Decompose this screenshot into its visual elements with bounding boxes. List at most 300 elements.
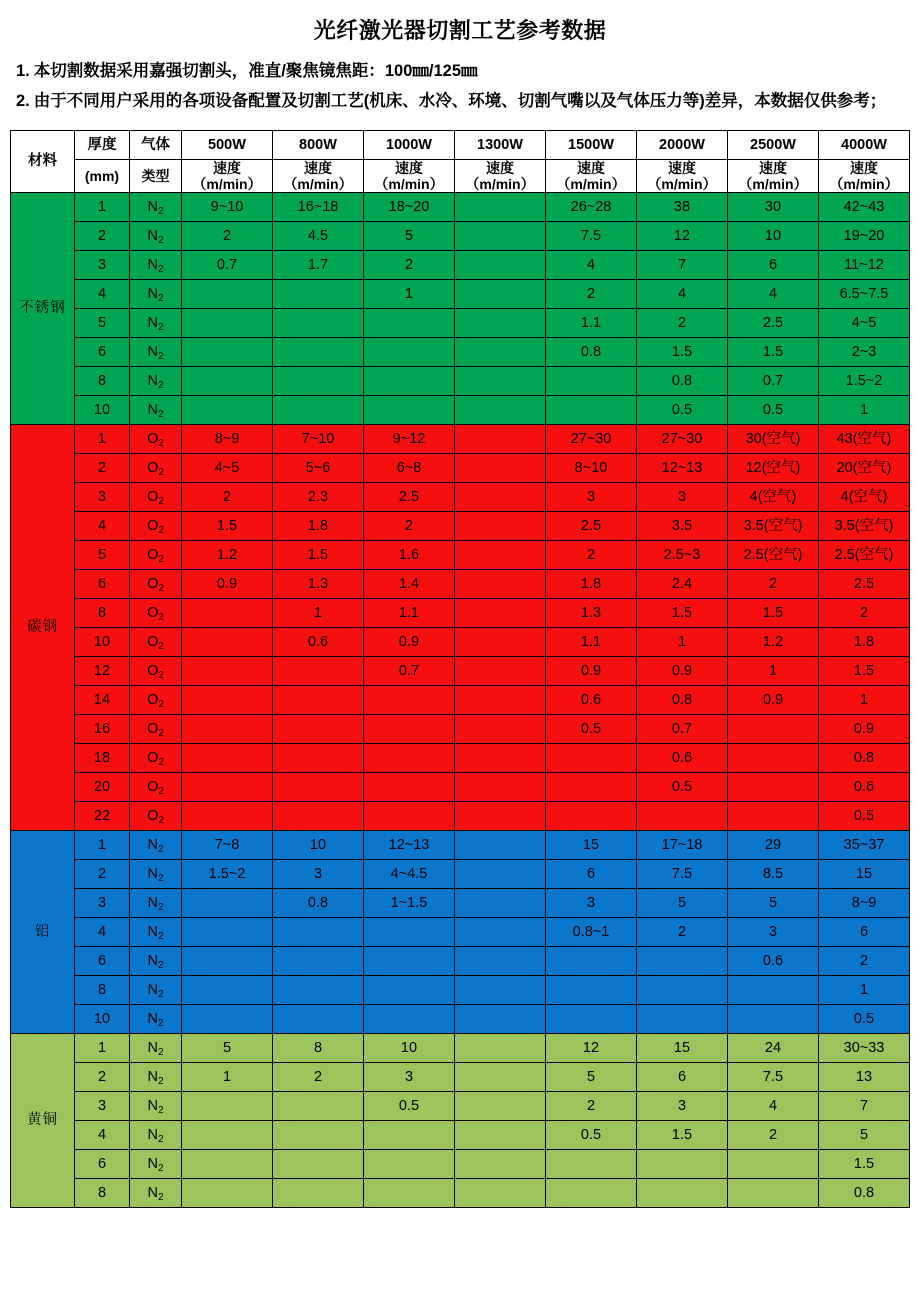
cell-gas-type: $N_2$	[130, 338, 182, 367]
cell-material: 不锈钢	[11, 193, 75, 425]
header-thickness	[75, 131, 130, 160]
cell-speed-4000w: 1.8	[819, 628, 910, 657]
cell-speed-4000w: 2.5(空气)	[819, 541, 910, 570]
cell-thickness: 6	[75, 338, 130, 367]
table-row	[11, 1092, 910, 1121]
cell-speed-800w: 0.6	[273, 628, 364, 657]
note-number: 2.	[16, 91, 30, 110]
cell-speed-800w: 16~18	[273, 193, 364, 222]
cell-speed-500w	[182, 1121, 273, 1150]
cell-speed-2000w: 4	[637, 280, 728, 309]
table-row	[11, 280, 910, 309]
header-gas-unit: 类型	[130, 160, 182, 193]
speed-unit: （m/min）	[283, 176, 353, 193]
cell-speed-1500w	[546, 773, 637, 802]
cell-speed-2000w: 0.5	[637, 773, 728, 802]
cell-speed-4000w: 30~33	[819, 1034, 910, 1063]
header-material: 材料	[11, 131, 75, 193]
header-power-4000w: 4000W	[819, 131, 910, 160]
cell-speed-4000w: 8~9	[819, 889, 910, 918]
cell-speed-2500w: 2.5	[728, 309, 819, 338]
cutting-parameters-table	[10, 130, 910, 1208]
cell-speed-1500w: 7.5	[546, 222, 637, 251]
table-row	[11, 773, 910, 802]
cell-gas-type: $N_2$	[130, 367, 182, 396]
cell-speed-1000w	[364, 744, 455, 773]
cell-speed-1500w: 1.8	[546, 570, 637, 599]
cell-gas-type: $O_2$	[130, 570, 182, 599]
cell-thickness: 4	[75, 280, 130, 309]
cell-gas-type: $N_2$	[130, 280, 182, 309]
cell-speed-2000w: 27~30	[637, 425, 728, 454]
cell-speed-1500w	[546, 744, 637, 773]
cell-speed-1300w	[455, 454, 546, 483]
cell-speed-2000w: 12	[637, 222, 728, 251]
cell-speed-1300w	[455, 715, 546, 744]
cell-speed-4000w: 3.5(空气)	[819, 512, 910, 541]
cell-speed-1300w	[455, 628, 546, 657]
cell-speed-1300w	[455, 1179, 546, 1208]
cell-speed-4000w: 0.8	[819, 1179, 910, 1208]
cell-thickness: 2	[75, 454, 130, 483]
cell-thickness: 6	[75, 947, 130, 976]
cell-speed-4000w: 6.5~7.5	[819, 280, 910, 309]
cell-speed-1300w	[455, 280, 546, 309]
cell-gas-type: $O_2$	[130, 425, 182, 454]
cell-thickness: 1	[75, 193, 130, 222]
cell-speed-500w	[182, 1092, 273, 1121]
cell-speed-2000w	[637, 976, 728, 1005]
cell-speed-2000w	[637, 1005, 728, 1034]
cell-thickness: 10	[75, 628, 130, 657]
cell-speed-1000w: 2	[364, 512, 455, 541]
cell-speed-1000w: 0.5	[364, 1092, 455, 1121]
table-row	[11, 802, 910, 831]
cell-speed-1000w	[364, 947, 455, 976]
cell-speed-1000w	[364, 338, 455, 367]
cell-speed-500w: 9~10	[182, 193, 273, 222]
cell-speed-1500w	[546, 1005, 637, 1034]
cell-speed-1300w	[455, 367, 546, 396]
cell-speed-1500w	[546, 947, 637, 976]
cell-speed-1000w: 6~8	[364, 454, 455, 483]
table-row	[11, 628, 910, 657]
cell-speed-500w: 1.2	[182, 541, 273, 570]
cell-thickness: 10	[75, 1005, 130, 1034]
table-row	[11, 1034, 910, 1063]
table-row	[11, 454, 910, 483]
cell-speed-1300w	[455, 222, 546, 251]
note-item	[16, 59, 906, 85]
table-row	[11, 251, 910, 280]
cell-thickness: 2	[75, 860, 130, 889]
cell-speed-800w: 1	[273, 599, 364, 628]
cell-speed-1300w	[455, 686, 546, 715]
table-row	[11, 744, 910, 773]
cell-speed-2500w	[728, 976, 819, 1005]
cell-speed-500w	[182, 280, 273, 309]
cell-speed-2500w: 2	[728, 570, 819, 599]
table-row	[11, 657, 910, 686]
speed-label: 速度	[759, 160, 787, 177]
cell-speed-500w	[182, 918, 273, 947]
cell-speed-2000w: 0.9	[637, 657, 728, 686]
table-header-row-powers	[11, 131, 910, 160]
cell-speed-1500w: 3	[546, 483, 637, 512]
cell-speed-1500w: 2	[546, 541, 637, 570]
cell-speed-1300w	[455, 773, 546, 802]
speed-unit: （m/min）	[829, 176, 899, 193]
cell-speed-2000w: 38	[637, 193, 728, 222]
cell-gas-type: $N_2$	[130, 309, 182, 338]
cell-thickness: 3	[75, 1092, 130, 1121]
cell-speed-2500w	[728, 1150, 819, 1179]
table-row	[11, 860, 910, 889]
cell-speed-2500w: 8.5	[728, 860, 819, 889]
cell-speed-4000w: 0.9	[819, 715, 910, 744]
cell-speed-1300w	[455, 396, 546, 425]
cell-speed-1500w: 0.8	[546, 338, 637, 367]
table-row	[11, 309, 910, 338]
cell-speed-1500w: 1.1	[546, 628, 637, 657]
cell-speed-1500w: 0.6	[546, 686, 637, 715]
cell-speed-1500w: 4	[546, 251, 637, 280]
cell-thickness: 1	[75, 1034, 130, 1063]
table-row	[11, 1150, 910, 1179]
table-row	[11, 1005, 910, 1034]
cell-speed-1000w	[364, 367, 455, 396]
table-row	[11, 425, 910, 454]
cell-speed-1500w: 1.1	[546, 309, 637, 338]
cell-speed-4000w: 43(空气)	[819, 425, 910, 454]
cell-gas-type: $N_2$	[130, 947, 182, 976]
speed-label: 速度	[850, 160, 878, 177]
cell-speed-500w	[182, 773, 273, 802]
cell-speed-1000w: 1	[364, 280, 455, 309]
cell-gas-type: $N_2$	[130, 1150, 182, 1179]
cell-speed-1300w	[455, 193, 546, 222]
cell-speed-1000w: 9~12	[364, 425, 455, 454]
cell-speed-2500w: 1.2	[728, 628, 819, 657]
cell-speed-1000w	[364, 309, 455, 338]
cell-speed-800w	[273, 744, 364, 773]
header-power-2000w: 2000W	[637, 131, 728, 160]
cell-gas-type: $N_2$	[130, 976, 182, 1005]
cell-speed-800w	[273, 280, 364, 309]
cell-speed-800w: 2.3	[273, 483, 364, 512]
cell-speed-2500w: 2.5(空气)	[728, 541, 819, 570]
cell-speed-1300w	[455, 1005, 546, 1034]
cell-speed-2000w: 1.5	[637, 599, 728, 628]
cell-speed-500w	[182, 947, 273, 976]
cell-speed-500w: 4~5	[182, 454, 273, 483]
cell-speed-1500w: 0.5	[546, 1121, 637, 1150]
cell-speed-800w: 5~6	[273, 454, 364, 483]
cell-speed-1300w	[455, 831, 546, 860]
cell-speed-4000w: 2~3	[819, 338, 910, 367]
cell-speed-4000w: 1.5~2	[819, 367, 910, 396]
table-row	[11, 831, 910, 860]
cell-speed-2000w: 6	[637, 1063, 728, 1092]
table-row	[11, 222, 910, 251]
cell-speed-2000w	[637, 1179, 728, 1208]
cell-speed-800w	[273, 947, 364, 976]
cell-thickness: 1	[75, 425, 130, 454]
cell-speed-800w: 1.8	[273, 512, 364, 541]
cell-gas-type: $O_2$	[130, 773, 182, 802]
cell-speed-1500w: 27~30	[546, 425, 637, 454]
cell-speed-500w	[182, 628, 273, 657]
cell-speed-1300w	[455, 947, 546, 976]
header-speed-800w	[273, 160, 364, 193]
cell-speed-1000w: 18~20	[364, 193, 455, 222]
cell-speed-1500w: 0.5	[546, 715, 637, 744]
cell-speed-1000w	[364, 396, 455, 425]
cell-speed-2000w: 3	[637, 1092, 728, 1121]
cell-speed-1300w	[455, 802, 546, 831]
cell-speed-1000w: 4~4.5	[364, 860, 455, 889]
cell-gas-type: $O_2$	[130, 541, 182, 570]
cell-speed-4000w: 7	[819, 1092, 910, 1121]
cell-speed-4000w: 19~20	[819, 222, 910, 251]
table-row	[11, 483, 910, 512]
table-row	[11, 338, 910, 367]
cell-gas-type: $O_2$	[130, 483, 182, 512]
cell-speed-800w	[273, 367, 364, 396]
cell-speed-2500w: 0.9	[728, 686, 819, 715]
cell-speed-500w: 1.5~2	[182, 860, 273, 889]
cell-thickness: 8	[75, 367, 130, 396]
cell-thickness: 18	[75, 744, 130, 773]
cell-speed-1300w	[455, 251, 546, 280]
cell-thickness: 14	[75, 686, 130, 715]
cell-speed-800w: 1.7	[273, 251, 364, 280]
speed-unit: （m/min）	[556, 176, 626, 193]
cell-speed-2000w: 0.7	[637, 715, 728, 744]
cell-speed-2500w	[728, 1005, 819, 1034]
cell-speed-800w: 3	[273, 860, 364, 889]
cell-speed-2000w: 1	[637, 628, 728, 657]
cell-speed-2500w: 0.7	[728, 367, 819, 396]
cell-speed-4000w: 1.5	[819, 1150, 910, 1179]
cell-speed-1000w	[364, 686, 455, 715]
cell-gas-type: $N_2$	[130, 1034, 182, 1063]
cell-speed-2000w: 5	[637, 889, 728, 918]
table-row	[11, 193, 910, 222]
cell-gas-type: $N_2$	[130, 1121, 182, 1150]
note-text: 由于不同用户采用的各项设备配置及切割工艺(机床、水冷、环境、切割气嘴以及气体压力等)差异，本数据仅供参考；	[33, 91, 887, 110]
cell-speed-4000w: 35~37	[819, 831, 910, 860]
cell-speed-500w	[182, 1179, 273, 1208]
cell-speed-800w	[273, 1092, 364, 1121]
speed-unit: （m/min）	[647, 176, 717, 193]
cell-gas-type: $O_2$	[130, 744, 182, 773]
cell-speed-1500w	[546, 396, 637, 425]
cell-speed-2000w	[637, 1150, 728, 1179]
cell-speed-1000w	[364, 773, 455, 802]
note-text: 本切割数据采用嘉强切割头，准直/聚焦镜焦距：100㎜/125㎜	[33, 62, 478, 80]
cell-speed-4000w: 2	[819, 947, 910, 976]
cell-speed-800w	[273, 773, 364, 802]
cell-speed-4000w: 0.5	[819, 802, 910, 831]
cell-speed-2000w: 3	[637, 483, 728, 512]
cell-speed-2500w: 3.5(空气)	[728, 512, 819, 541]
cell-speed-800w	[273, 338, 364, 367]
cell-speed-1300w	[455, 657, 546, 686]
cell-speed-2500w	[728, 773, 819, 802]
cell-gas-type: $N_2$	[130, 251, 182, 280]
cell-speed-500w: 2	[182, 483, 273, 512]
cell-gas-type: $N_2$	[130, 1005, 182, 1034]
cell-speed-2000w: 0.8	[637, 367, 728, 396]
header-speed-1500w	[546, 160, 637, 193]
cell-gas-type: $O_2$	[130, 715, 182, 744]
cell-speed-800w	[273, 918, 364, 947]
cell-speed-1300w	[455, 483, 546, 512]
header-power-1500w: 1500W	[546, 131, 637, 160]
cell-gas-type: $N_2$	[130, 860, 182, 889]
table-header-row-units	[11, 160, 910, 193]
cell-speed-2500w: 29	[728, 831, 819, 860]
cell-gas-type: $O_2$	[130, 657, 182, 686]
cell-speed-2500w: 24	[728, 1034, 819, 1063]
cell-speed-2500w: 4(空气)	[728, 483, 819, 512]
table-row	[11, 1063, 910, 1092]
cell-speed-2500w	[728, 715, 819, 744]
cell-speed-500w: 7~8	[182, 831, 273, 860]
speed-label: 速度	[395, 160, 423, 177]
cell-gas-type: $O_2$	[130, 599, 182, 628]
header-power-1300w: 1300W	[455, 131, 546, 160]
cell-speed-800w	[273, 686, 364, 715]
header-speed-2000w	[637, 160, 728, 193]
cell-speed-500w	[182, 367, 273, 396]
cell-gas-type: $O_2$	[130, 628, 182, 657]
cell-speed-1000w: 5	[364, 222, 455, 251]
cell-speed-4000w: 1.5	[819, 657, 910, 686]
cell-speed-4000w: 6	[819, 918, 910, 947]
cell-speed-2000w: 2	[637, 309, 728, 338]
header-power-500w: 500W	[182, 131, 273, 160]
cell-speed-1500w	[546, 367, 637, 396]
cell-material: 碳钢	[11, 425, 75, 831]
table-row	[11, 599, 910, 628]
cell-speed-2000w: 1.5	[637, 338, 728, 367]
cell-speed-1300w	[455, 338, 546, 367]
cell-speed-1300w	[455, 309, 546, 338]
cell-speed-1000w: 2.5	[364, 483, 455, 512]
cell-speed-800w	[273, 976, 364, 1005]
cell-speed-4000w: 2	[819, 599, 910, 628]
cell-speed-1300w	[455, 1034, 546, 1063]
cell-speed-500w	[182, 396, 273, 425]
cell-thickness: 8	[75, 976, 130, 1005]
cell-speed-1300w	[455, 1150, 546, 1179]
cell-speed-1500w	[546, 1179, 637, 1208]
cell-thickness: 4	[75, 1121, 130, 1150]
cell-speed-1000w	[364, 1179, 455, 1208]
cell-speed-800w: 0.8	[273, 889, 364, 918]
cell-speed-2500w: 4	[728, 280, 819, 309]
cell-speed-1000w: 0.9	[364, 628, 455, 657]
header-speed-500w	[182, 160, 273, 193]
cell-speed-1500w: 2.5	[546, 512, 637, 541]
cell-speed-800w: 1.5	[273, 541, 364, 570]
cell-speed-1000w: 3	[364, 1063, 455, 1092]
cell-speed-2500w: 1.5	[728, 599, 819, 628]
cell-speed-4000w: 42~43	[819, 193, 910, 222]
cell-speed-1300w	[455, 889, 546, 918]
cell-gas-type: $N_2$	[130, 1179, 182, 1208]
table-row	[11, 889, 910, 918]
cell-speed-500w: 8~9	[182, 425, 273, 454]
cell-speed-4000w: 0.6	[819, 773, 910, 802]
cell-speed-1300w	[455, 860, 546, 889]
cell-speed-4000w: 4(空气)	[819, 483, 910, 512]
cell-speed-1300w	[455, 976, 546, 1005]
cell-speed-1000w	[364, 715, 455, 744]
cell-speed-4000w: 0.5	[819, 1005, 910, 1034]
cell-speed-1500w: 8~10	[546, 454, 637, 483]
cell-speed-500w: 0.7	[182, 251, 273, 280]
cell-speed-1500w: 1.3	[546, 599, 637, 628]
cell-speed-2500w: 2	[728, 1121, 819, 1150]
cell-speed-1300w	[455, 425, 546, 454]
cell-thickness: 8	[75, 599, 130, 628]
cell-speed-4000w: 4~5	[819, 309, 910, 338]
note-number: 1.	[16, 62, 30, 80]
cell-gas-type: $O_2$	[130, 802, 182, 831]
cell-speed-1300w	[455, 918, 546, 947]
cell-speed-800w: 4.5	[273, 222, 364, 251]
cell-speed-500w	[182, 1005, 273, 1034]
cell-speed-2000w: 17~18	[637, 831, 728, 860]
cell-speed-500w	[182, 686, 273, 715]
cell-speed-1000w: 1.4	[364, 570, 455, 599]
cell-speed-500w	[182, 889, 273, 918]
header-thickness-label: 厚度	[87, 136, 117, 153]
cell-speed-500w: 5	[182, 1034, 273, 1063]
cell-speed-800w: 8	[273, 1034, 364, 1063]
cell-speed-500w	[182, 976, 273, 1005]
cell-gas-type: $N_2$	[130, 1092, 182, 1121]
cell-material: 铝	[11, 831, 75, 1034]
cell-thickness: 4	[75, 512, 130, 541]
speed-label: 速度	[486, 160, 514, 177]
cell-speed-2000w: 0.5	[637, 396, 728, 425]
cell-speed-800w	[273, 309, 364, 338]
cell-speed-500w	[182, 744, 273, 773]
header-gas-label: 气体	[141, 136, 170, 153]
cell-speed-800w	[273, 1121, 364, 1150]
cell-speed-2000w: 15	[637, 1034, 728, 1063]
notes-section	[10, 59, 910, 126]
cell-thickness: 4	[75, 918, 130, 947]
cell-speed-4000w: 20(空气)	[819, 454, 910, 483]
cell-speed-1000w	[364, 976, 455, 1005]
cell-speed-1300w	[455, 1063, 546, 1092]
cell-speed-800w	[273, 715, 364, 744]
cell-speed-2500w: 30(空气)	[728, 425, 819, 454]
cell-speed-1500w	[546, 1150, 637, 1179]
cell-speed-500w	[182, 657, 273, 686]
cell-speed-500w	[182, 309, 273, 338]
cell-speed-1500w: 2	[546, 280, 637, 309]
cell-speed-1000w: 10	[364, 1034, 455, 1063]
header-speed-4000w	[819, 160, 910, 193]
cell-speed-1000w: 1~1.5	[364, 889, 455, 918]
cell-speed-1000w	[364, 918, 455, 947]
